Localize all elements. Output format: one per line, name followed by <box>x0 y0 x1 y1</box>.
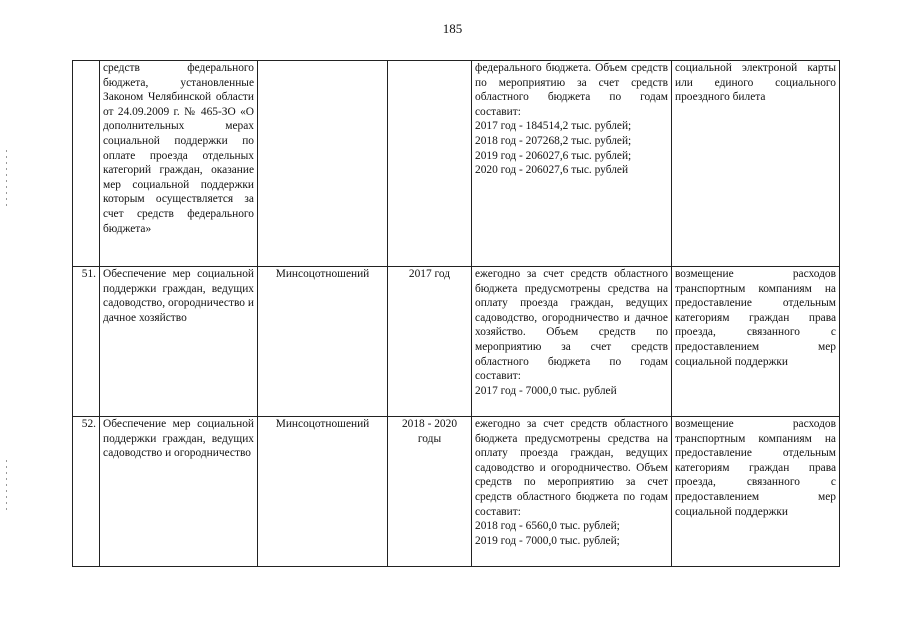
measures-table <box>72 60 840 567</box>
funding-year: 2019 год - 206027,6 тыс. рублей; <box>475 149 632 162</box>
page-number: 185 <box>442 21 463 36</box>
period: 2017 год <box>388 267 472 417</box>
row-number <box>73 61 100 267</box>
funding-year: 2018 год - 6560,0 тыс. рублей; <box>475 520 620 533</box>
period: 2018 - 2020 годы <box>388 417 472 567</box>
scan-edge-mark <box>6 460 7 510</box>
funding-cell <box>472 267 672 417</box>
measure-name: средств федерального бюджета, установленные Законом Челябинской области от 24.09.2009 г. № 465-ЗО «О дополнительных мерах социальной поддержки по оплате проезда отдельных категорий граждан, оказание мер социальной поддержки которым осуществляется за счет средств федерального бюджета» <box>100 61 258 267</box>
period <box>388 61 472 267</box>
executor: Минсоцотношений <box>258 417 388 567</box>
expected-result: социальной электроной карты или единого социального проездного билета <box>672 61 840 267</box>
row-number: 52. <box>73 417 100 567</box>
measure-name: Обеспечение мер социальной поддержки граждан, ведущих садоводство и огородничество <box>100 417 258 567</box>
funding-year: 2020 год - 206027,6 тыс. рублей <box>475 164 629 177</box>
funding-cell <box>472 417 672 567</box>
scan-edge-mark <box>6 150 7 210</box>
funding-text: ежегодно за счет средств областного бюджета предусмотрены средства на оплату проезда граждан, ведущих садоводство, огородничество и дачное хозяйство. Объем средств по мероприятию за счет средств областного бюджета по годам составит: <box>475 268 668 383</box>
funding-text: ежегодно за счет средств областного бюджета предусмотрены средства на оплату проезда граждан, ведущих садоводство и огородничество. Объем средств по мероприятию за счет средств областного бюджета по годам составит: <box>475 418 668 518</box>
expected-result: возмещение расходов транспортным компаниям на предоставление отдельным категориям граждан права проезда, связанного с предоставлением мер социальной поддержки <box>672 267 840 417</box>
executor <box>258 61 388 267</box>
funding-text: федерального бюджета. Объем средств по мероприятию за счет средств областного бюджета по годам составит: <box>475 62 668 118</box>
executor: Минсоцотношений <box>258 267 388 417</box>
expected-result: возмещение расходов транспортным компаниям на предоставление отдельным категориям граждан права проезда, связанного с предоставлением мер социальной поддержки <box>672 417 840 567</box>
funding-year: 2017 год - 184514,2 тыс. рублей; <box>475 120 632 133</box>
table-row <box>73 267 840 417</box>
table-row <box>73 61 840 267</box>
funding-year: 2017 год - 7000,0 тыс. рублей <box>475 384 617 397</box>
funding-year: 2019 год - 7000,0 тыс. рублей; <box>475 534 620 547</box>
row-number: 51. <box>73 267 100 417</box>
funding-year: 2018 год - 207268,2 тыс. рублей; <box>475 134 632 147</box>
measure-name: Обеспечение мер социальной поддержки граждан, ведущих садоводство, огородничество и дачное хозяйство <box>100 267 258 417</box>
funding-cell <box>472 61 672 267</box>
table-row <box>73 417 840 567</box>
